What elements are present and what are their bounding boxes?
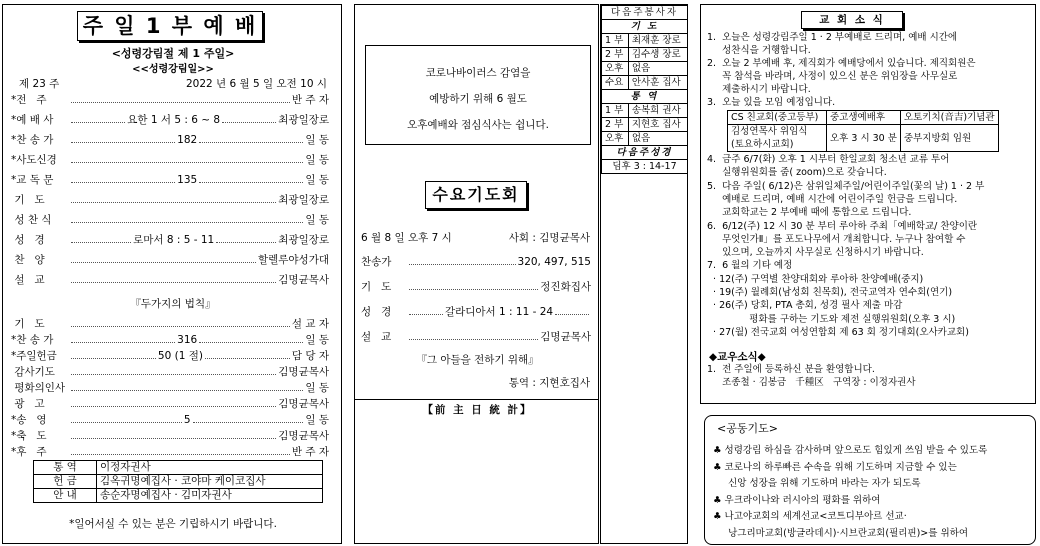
order-label: 성 경 [11,234,45,246]
common-prayer-title: <공동기도> [717,422,778,435]
prayer-header-row [602,20,688,34]
member-line: 조종철 · 김봉금 千種区 구역장 : 이정자권사 [707,377,916,388]
order-row-2 [11,317,329,331]
order-leader: 담 당 자 [291,350,330,362]
meeting-cell: 중부지방회 임원 [900,125,998,152]
interpreter-name: 지현호 집사 [628,118,687,132]
service-volunteers-table [33,460,323,503]
order-row [11,153,329,167]
meeting-cell: 오토키치(音吉)기념관 [900,111,998,125]
prayer-line: ♣ 코로나의 하루빠른 수속을 위해 기도하며 지금할 수 있는 [713,461,957,473]
order-row [11,193,329,207]
dots [193,422,304,423]
interpreter-row [602,132,688,146]
bulletin-page-worship [2,4,342,544]
news-line-2: 평화를 구하는 기도와 제전 실행위원회(오후 3 시) [707,313,956,325]
order-label: *찬 송 가 [11,334,54,346]
news-line-2: 있으며, 오늘까지 사무실로 신청하시기 바랍니다. [707,247,924,259]
order-label: 기 도 [361,281,392,293]
prayer-line: ♣ 우크라이나와 러시아의 평화를 위하여 [713,494,881,506]
dots [409,264,516,265]
order-detail: 50 (1 절) [157,350,203,362]
meetings-table [727,110,999,152]
dots [409,314,443,315]
prayer-line: ♣ 나고야교회의 세계선교<코트디부아르 선교· [713,511,907,522]
bulletin-page-wednesday [354,4,599,544]
order-leader: 반 주 자 [291,94,329,106]
dots [71,242,131,243]
order-label: *교 독 문 [11,174,54,186]
meeting-row [728,111,999,125]
server-name: 없음 [628,62,687,76]
dots [71,342,175,343]
news-line: 꼭 참석을 바라며, 사정이 있으신 분은 위임장을 사무실로 [707,71,958,82]
order-row-2 [11,413,329,427]
server-name: 안사훈 집사 [628,76,687,90]
dots [71,182,175,183]
interpreter-row [602,118,688,132]
order-leader: 김명균목사 [278,274,329,286]
worship-subtitle-2: <<성령강림일>> [132,64,214,75]
dots [409,339,538,340]
next-verse: 딤후 3 : 14-17 [602,160,688,174]
meeting-cell: 오후 3 시 30 분 [827,125,901,152]
wednesday-interpreter: 통역 : 지현호집사 [508,377,590,389]
dots [409,289,538,290]
covid-notice-line-2: 예방하기 위해 6 월도 [429,93,527,105]
wednesday-row [361,330,591,344]
order-leader: 최광일장로 [278,194,329,206]
dots [71,422,182,423]
volunteer-role: 통 역 [34,461,97,475]
interpreter-slot: 오후 [602,132,629,146]
meeting-cell: CS 친교회(중고등부) [728,111,827,125]
order-leader: 반 주 자 [291,446,329,458]
news-line-2: 7. 6 월의 기타 예정 [707,260,793,272]
volunteer-row [34,475,323,489]
volunteer-role: 헌 금 [34,475,97,489]
dots [205,358,290,359]
server-row [602,34,688,48]
order-label: *송 영 [11,414,47,426]
meeting-cell: 김성연목사 위임식 (토요하시교회) [728,125,827,152]
order-row [11,113,329,127]
order-label: 기 도 [11,194,45,206]
order-label: 기 도 [11,318,45,330]
order-detail: 갈라디아서 1 : 11 - 24 [444,306,554,318]
wednesday-row [361,280,591,294]
volunteer-names: 이정자권사 [97,461,323,475]
order-row-2 [11,445,329,459]
interpreter-row [602,104,688,118]
prayer-line: 신앙 성장을 위해 기도하며 바라는 자가 되도록 [713,478,921,489]
server-row [602,48,688,62]
news-line-2: · 26(주) 당회, PTA 총회, 성경 필사 제출 마감 [707,300,903,312]
dots [71,202,276,203]
order-detail: 로마서 8 : 5 - 11 [133,234,215,246]
order-row [11,133,329,147]
server-slot: 2 부 [602,48,629,62]
order-row [11,253,329,267]
wednesday-title: 수요기도회 [425,181,527,209]
prayer-line: 낭그리마교회(방글라데시)·시브란교회(필리핀)>를 위하여 [713,527,968,539]
next-verse-header-row [602,146,688,160]
news-line-2: 교회학교는 2 부예배 때에 통합으로 드립니다. [707,207,912,219]
dots [199,182,303,183]
bulletin-page-news [700,4,1036,404]
dots [71,162,303,163]
order-leader: 할렐루야성가대 [257,254,329,266]
order-row-2 [11,397,329,411]
server-slot: 1 부 [602,34,629,48]
covid-notice-box [365,45,591,145]
news-line: 성찬식을 거행합니다. [707,45,811,56]
interpreter-header-row [602,90,688,104]
order-row-2 [11,381,329,395]
prayer-header: 기 도 [602,20,688,34]
order-leader: 김명균목사 [278,430,329,442]
interpreter-slot: 1 부 [602,104,629,118]
order-leader: 일 동 [305,414,329,426]
news-line-2: 5. 다음 주일( 6/12)은 삼위일체주일/어린이주일(꽃의 날) 1 · 2 부 [707,180,985,192]
order-label: 설 교 [361,331,392,343]
interpreter-name: 송복희 권사 [628,104,687,118]
news-line-2: 4. 금주 6/7(화) 오후 1 시부터 한일교회 청소년 교류 투어 [707,154,950,165]
server-slot: 수요 [602,76,629,90]
next-verse-row [602,160,688,174]
dots [216,242,276,243]
news-line-2: · 19(주) 월례회(남성회 친목회), 전국교역자 연수회(연기) [707,287,953,298]
order-leader: 일 동 [305,154,329,166]
order-row [11,213,329,227]
order-detail: 요한 1 서 5 : 6 ~ 8 [127,114,221,126]
order-leader: 김명균목사 [540,331,591,343]
order-detail: 135 [177,174,198,186]
order-label: *후 주 [11,446,47,458]
dots [71,406,276,407]
next-week-servers-panel [600,4,688,544]
dots [71,222,303,223]
covid-notice-line-1: 코로나바이러스 감염을 [425,67,531,79]
dots [199,142,303,143]
news-line: 2. 오늘 2 부예배 후, 제직회가 예배당에서 있습니다. 제직회원은 [707,58,976,69]
dots [71,262,256,263]
worship-date: 2022 년 6 월 5 일 오전 10 시 [185,78,327,90]
interpreter-name: 없음 [628,132,687,146]
dots [555,314,589,315]
news-line-2: · 27(월) 전국교회 여성연합회 제 63 회 정기대회(오사카교회) [707,326,969,338]
order-row [11,273,329,287]
order-leader: 김명균목사 [278,366,329,378]
news-line-2: · 12(주) 구역별 찬양대회와 루아하 찬양예배(중지) [707,273,924,285]
wednesday-date: 6 월 8 일 오후 7 시 [361,232,452,244]
order-label: *사도신경 [11,154,57,166]
order-leader: 320, 497, 515 [517,256,591,268]
interpreter-header: 통 역 [602,90,688,104]
order-row [11,233,329,247]
wednesday-sermon-title: 『그 아들을 전하기 위해』 [416,354,539,366]
order-label: *전 주 [11,94,47,106]
worship-subtitle: <성령강림절 제 1 주일> [111,47,235,60]
standing-note: *일어서실 수 있는 분은 기립하시기 바랍니다. [69,518,277,530]
common-prayer-box [704,415,1036,545]
order-detail: 182 [177,134,198,146]
order-label: 성 경 [361,306,392,318]
order-row-2 [11,365,329,379]
order-label: 평화의인사 [11,382,66,394]
order-row-2 [11,333,329,347]
volunteer-names: 김옥귀명예집사 · 코야마 케이코집사 [97,475,323,489]
order-leader: 최광일장로 [278,114,330,126]
server-name: 김수생 장로 [628,48,687,62]
order-label: *예 배 사 [11,114,54,126]
order-label: 찬 양 [11,254,45,266]
worship-title: 주 일 1 부 예 배 [77,11,263,41]
order-label: 광 고 [11,398,45,410]
servers-table [601,5,688,174]
volunteer-names: 송순자명예집사 · 김미자권사 [97,489,323,503]
wednesday-row [361,305,591,319]
order-row-2 [11,429,329,443]
order-leader: 일 동 [305,334,330,346]
last-sunday-stats-title: 【前 主 日 統 計】 [422,404,533,416]
servers-header-row [602,6,688,20]
meeting-cell: 중고생예배후 [827,111,901,125]
dots [71,122,125,123]
order-row-2 [11,349,329,363]
news-line: 3. 오늘 있을 모임 예정입니다. [707,97,836,108]
divider-line [355,399,598,400]
next-verse-header: 다음주성경 [602,146,688,160]
order-label: 감사기도 [11,366,55,378]
server-name: 최재훈 장로 [628,34,687,48]
order-label: 찬송가 [361,256,392,268]
volunteer-row [34,461,323,475]
news-line-2: 무엇인가Ⅱ」를 포도나무에서 개최합니다. 누구나 참여할 수 [707,233,966,245]
order-label: *찬 송 가 [11,134,54,146]
order-row [11,173,329,187]
order-leader: 일 동 [305,214,329,226]
order-label: *주일헌금 [11,350,57,362]
order-detail: 5 [183,414,191,426]
order-leader: 정진화집사 [540,281,591,293]
dots [71,358,156,359]
order-leader: 일 동 [305,174,330,186]
order-row [11,93,329,107]
dots [199,342,303,343]
dots [71,374,276,375]
news-title: 교 회 소 식 [801,11,903,29]
covid-notice-line-3: 오후예배와 점심식사는 쉽니다. [407,119,549,131]
sermon-title: 『두가지의 법칙』 [130,298,216,310]
volunteer-role: 안 내 [34,489,97,503]
dots [222,122,276,123]
member-line: 1. 전 주일에 등록하신 분을 환영합니다. [707,364,875,375]
order-leader: 최광일장로 [278,234,330,246]
week-number: 제 23 주 [19,78,60,90]
order-leader: 설 교 자 [291,318,329,330]
members-news-title: ◆교우소식◆ [709,351,766,363]
server-slot: 오후 [602,62,629,76]
dots [71,454,290,455]
dots [71,390,303,391]
volunteer-row [34,489,323,503]
order-leader: 일 동 [305,134,330,146]
order-label: 설 교 [11,274,45,286]
interpreter-slot: 2 부 [602,118,629,132]
wednesday-host: 사회 : 김명균목사 [508,232,590,244]
meeting-row [728,125,999,152]
server-row [602,76,688,90]
dots [71,282,276,283]
dots [71,142,175,143]
server-row [602,62,688,76]
order-label: 성 찬 식 [11,214,52,226]
order-leader: 일 동 [305,382,329,394]
wednesday-row [361,255,591,269]
servers-header: 다음주봉사자 [602,6,688,20]
dots [71,326,290,327]
news-line: 제출하시기 바랍니다. [707,84,811,95]
dots [71,102,290,103]
news-line-2: 실행위원회를 줌( zoom)으로 갖습니다. [707,167,887,179]
prayer-line: ♣ 성령강림 하심을 감사하며 앞으로도 힘있게 쓰임 받을 수 있도록 [713,445,988,456]
order-label: *축 도 [11,430,47,442]
order-detail: 316 [177,334,198,346]
order-leader: 김명균목사 [278,398,329,410]
dots [71,438,276,439]
news-line-2: 6. 6/12(주) 12 시 30 분 부터 루아하 주최「예배학교/ 찬양이란 [707,220,978,232]
news-line-2: 예배로 드리며, 예배 시간에 어린이주일 헌금을 드립니다. [707,193,958,205]
news-line: 1. 오늘은 성령강림주일 1 · 2 부예배로 드리며, 예배 시간에 [707,32,958,43]
